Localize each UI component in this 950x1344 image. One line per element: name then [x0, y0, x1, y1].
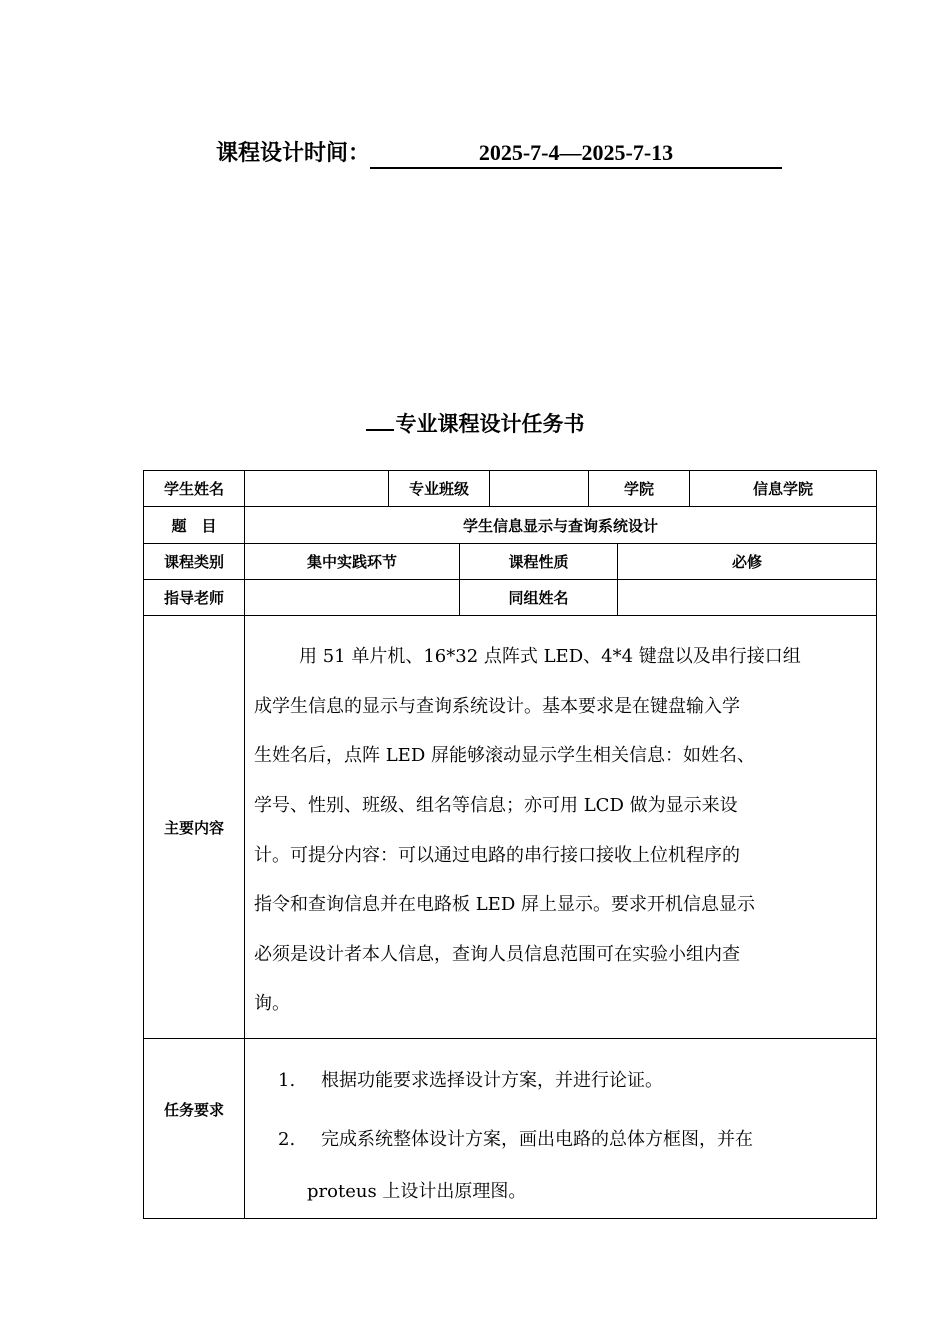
tasks-label: 任务要求	[144, 1039, 245, 1218]
task-item-2-number: 2.	[278, 1129, 296, 1150]
task-item-1-number: 1.	[278, 1070, 296, 1091]
content-label: 主要内容	[144, 616, 245, 1039]
course-date-label: 课程设计时间：	[216, 141, 371, 166]
group-label: 同组姓名	[460, 580, 618, 616]
content-line: 必须是设计者本人信息，查询人员信息范围可在实验小组内查	[254, 944, 740, 965]
content-line: 生姓名后，点阵 LED 屏能够滚动显示学生相关信息：如姓名、	[254, 745, 755, 766]
nature-label: 课程性质	[460, 544, 618, 580]
document-title-text: 专业课程设计任务书	[395, 412, 585, 436]
task-item-2-text: 完成系统整体设计方案，画出电路的总体方框图，并在	[321, 1129, 753, 1150]
category-label: 课程类别	[144, 544, 245, 580]
teacher-value	[245, 580, 460, 616]
course-date-value: 2025-7-4—2025-7-13	[370, 140, 782, 169]
nature-value: 必修	[618, 544, 876, 580]
class-value	[490, 471, 589, 507]
task-item-2-text-continued: proteus 上设计出原理图。	[307, 1181, 527, 1202]
content-line: 计。可提分内容：可以通过电路的串行接口接收上位机程序的	[254, 845, 740, 866]
topic-label: 题 目	[144, 507, 245, 544]
task-table	[143, 470, 877, 1219]
teacher-label: 指导老师	[144, 580, 245, 616]
student-name-value	[245, 471, 389, 507]
topic-value: 学生信息显示与查询系统设计	[245, 507, 876, 544]
content-line: 成学生信息的显示与查询系统设计。基本要求是在键盘输入学	[254, 696, 740, 717]
college-value: 信息学院	[690, 471, 876, 507]
content-line: 学号、性别、班级、组名等信息；亦可用 LCD 做为显示来设	[254, 795, 738, 816]
content-line: 指令和查询信息并在电路板 LED 屏上显示。要求开机信息显示	[254, 894, 755, 915]
document-title	[0, 408, 950, 438]
content-line: 询。	[254, 993, 290, 1014]
course-date-line	[216, 136, 782, 169]
class-label: 专业班级	[389, 471, 490, 507]
category-value: 集中实践环节	[245, 544, 460, 580]
student-name-label: 学生姓名	[144, 471, 245, 507]
task-item-1-text: 根据功能要求选择设计方案，并进行论证。	[321, 1070, 663, 1091]
college-label: 学院	[589, 471, 690, 507]
group-value	[618, 580, 876, 616]
title-blank-line	[366, 429, 394, 431]
content-line: 用 51 单片机、16*32 点阵式 LED、4*4 键盘以及串行接口组	[299, 646, 801, 667]
